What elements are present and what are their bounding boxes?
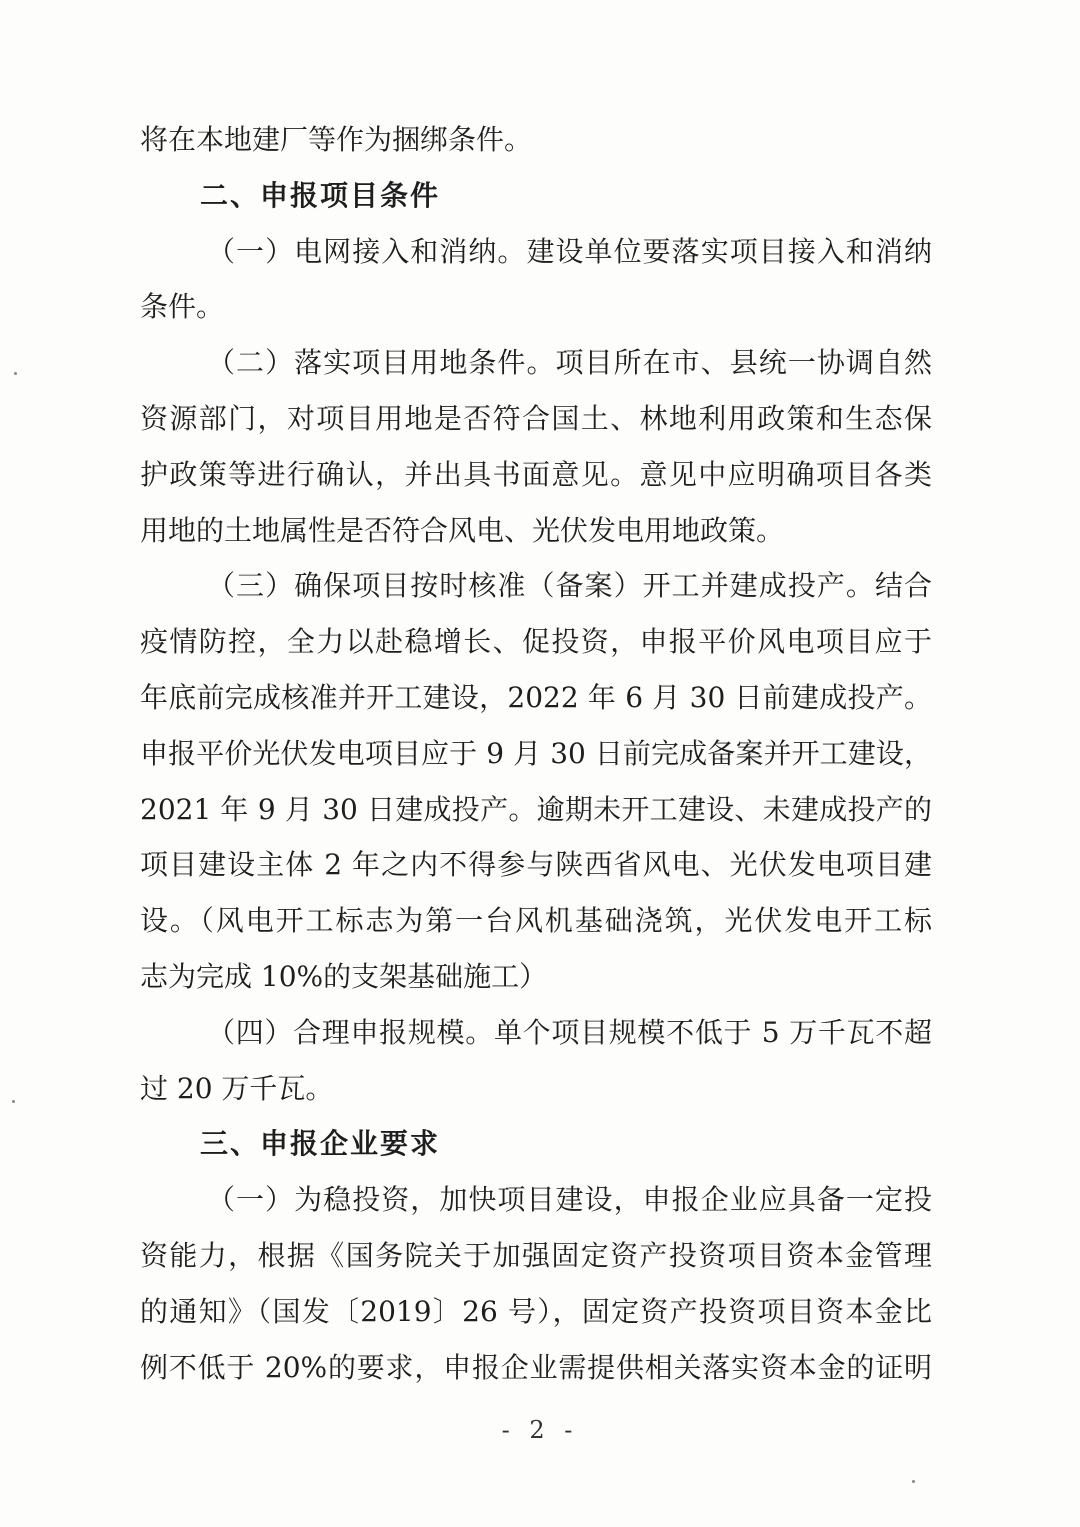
text-line: 例不低于 20%的要求，申报企业需提供相关落实资本金的证明 [140, 1350, 932, 1384]
text-line: 条件。 [140, 290, 225, 324]
text-line: （一）电网接入和消纳。建设单位要落实项目接入和消纳 [207, 234, 932, 268]
text-line: 护政策等进行确认，并出具书面意见。意见中应明确项目各类 [140, 457, 932, 491]
text-line: 志为完成 10%的支架基础施工） [140, 960, 548, 993]
page-number: - 2 - [501, 1416, 579, 1444]
text-line: （二）落实项目用地条件。项目所在市、县统一协调自然 [207, 346, 932, 380]
text-line: 过 20 万千瓦。 [140, 1071, 334, 1105]
text-line: 项目建设主体 2 年之内不得参与陕西省风电、光伏发电项目建 [140, 848, 932, 882]
text-line: 2021 年 9 月 30 日建成投产。逾期未开工建设、未建成投产的 [140, 792, 932, 826]
text-line: 设。（风电开工标志为第一台风机基础浇筑，光伏发电开工标 [140, 904, 932, 938]
text-line: （三）确保项目按时核准（备案）开工并建成投产。结合 [207, 569, 932, 603]
scan-speck [12, 1100, 15, 1103]
scan-speck [14, 372, 17, 375]
section-heading: 二、申报项目条件 [200, 178, 441, 212]
text-line: （一）为稳投资，加快项目建设，申报企业应具备一定投 [207, 1183, 932, 1217]
text-line: 年底前完成核准并开工建设，2022 年 6 月 30 日前建成投产。 [140, 681, 932, 714]
section-heading: 三、申报企业要求 [200, 1127, 441, 1161]
text-line: 用地的土地属性是否符合风电、光伏发电用地政策。 [140, 513, 785, 547]
scan-speck [912, 1480, 915, 1483]
text-line: 疫情防控，全力以赴稳增长、促投资，申报平价风电项目应于 [140, 625, 932, 659]
text-line: 的通知》（国发〔2019〕26 号），固定资产投资项目资本金比 [140, 1294, 932, 1328]
text-line: 申报平价光伏发电项目应于 9 月 30 日前完成备案并开工建设， [140, 736, 932, 770]
text-line: 资源部门，对项目用地是否符合国土、林地利用政策和生态保 [140, 402, 932, 435]
text-line: （四）合理申报规模。单个项目规模不低于 5 万千瓦不超 [207, 1015, 932, 1049]
text-line: 将在本地建厂等作为捆绑条件。 [140, 123, 533, 156]
text-line: 资能力，根据《国务院关于加强固定资产投资项目资本金管理 [140, 1239, 932, 1272]
